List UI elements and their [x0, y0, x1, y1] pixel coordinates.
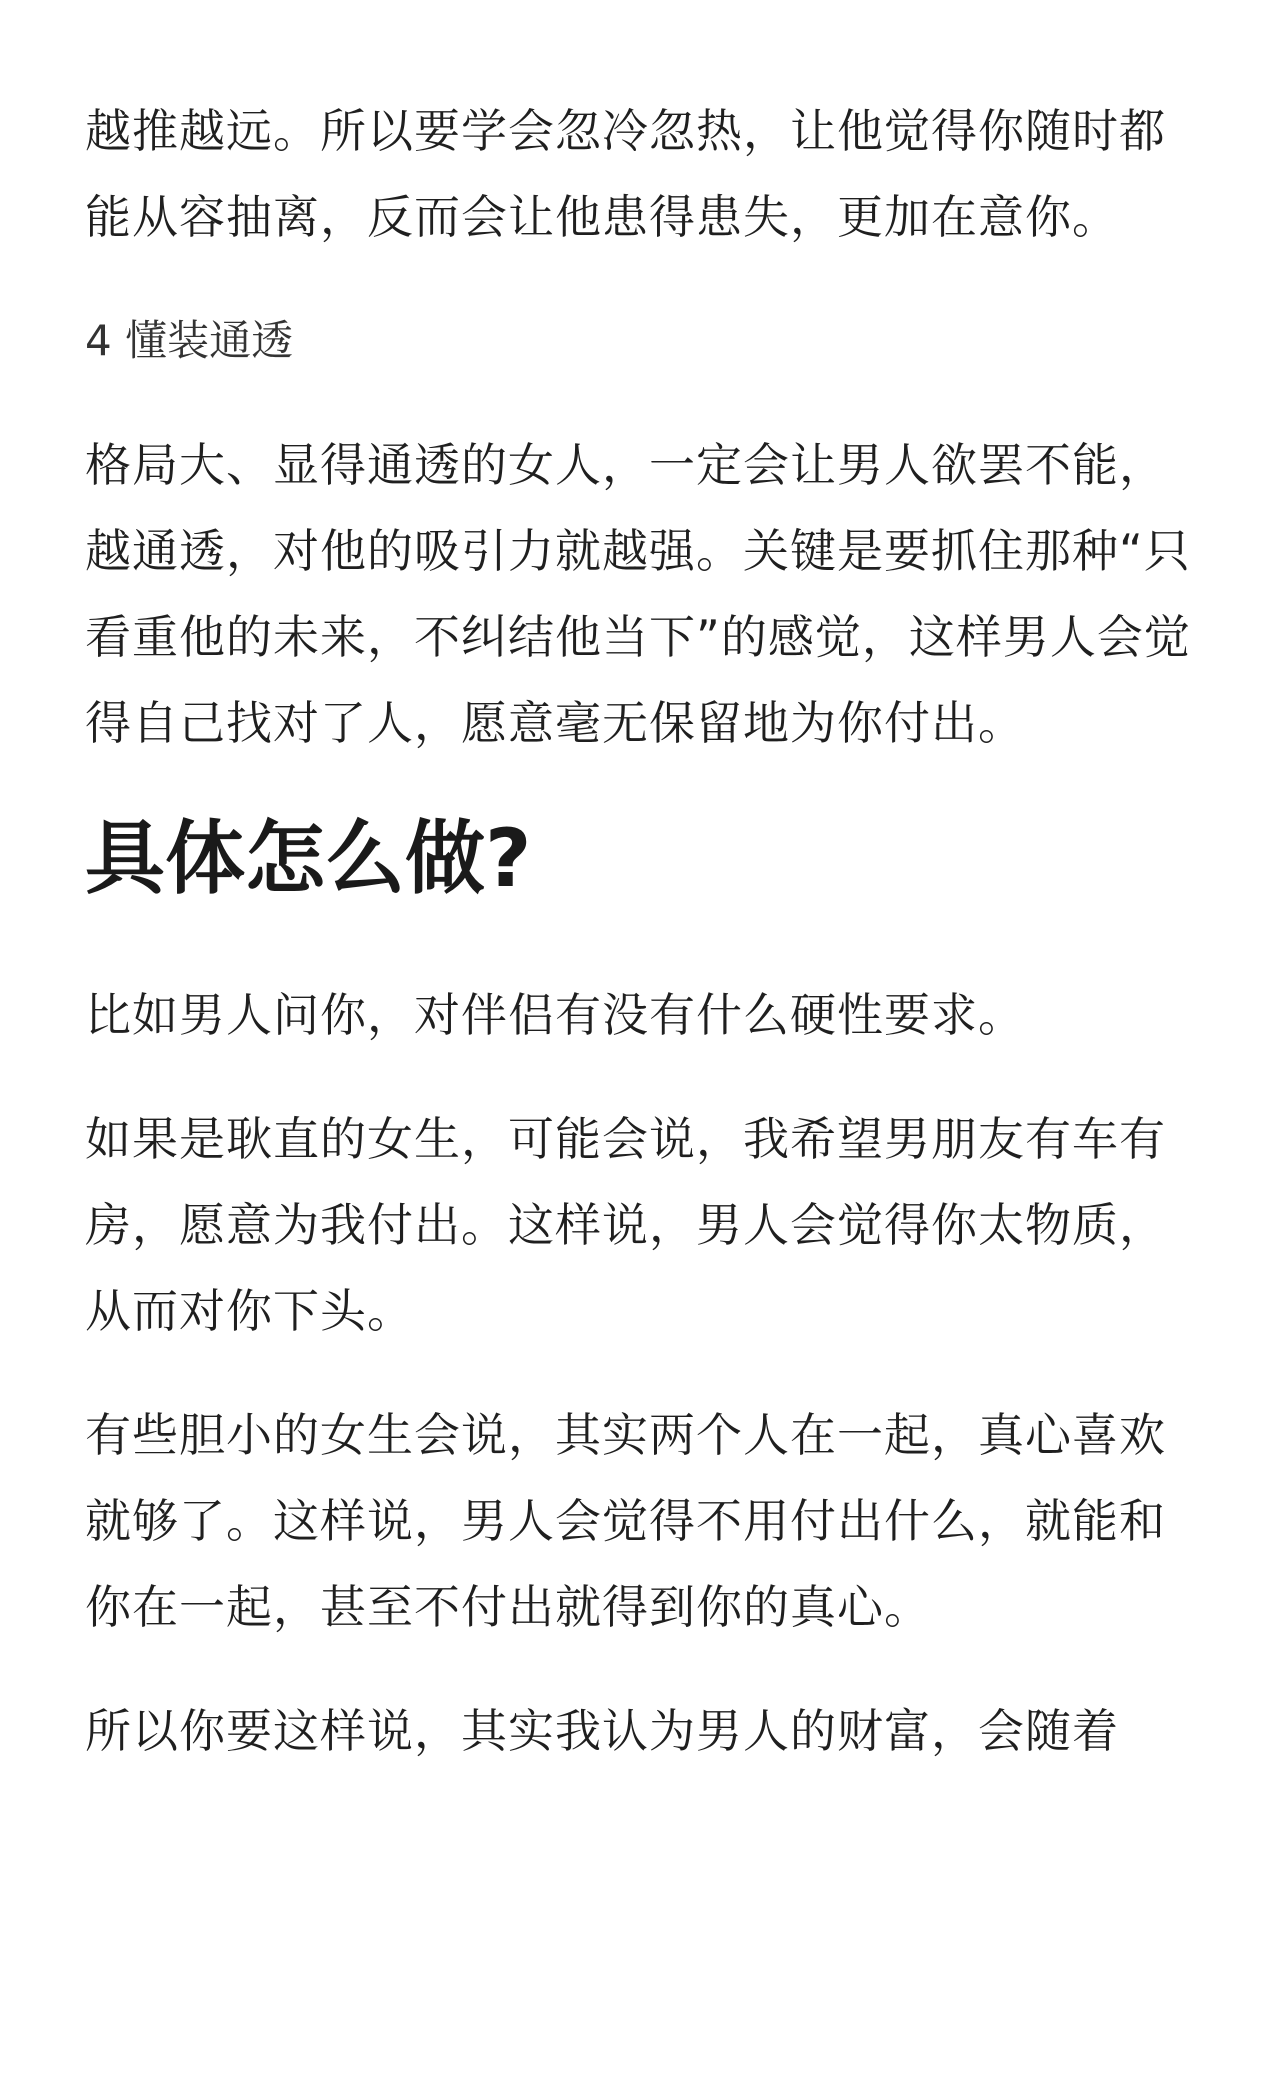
paragraph-2: 格局大、显得通透的女人，一定会让男人欲罢不能，越通透，对他的吸引力就越强。关键是要抓住那种“只看重他的未来，不纠结他当下”的感觉，这样男人会觉得自己找对了人，愿意毫无保留地为你付出。 [85, 438, 1191, 750]
paragraph-5: 有些胆小的女生会说，其实两个人在一起，真心喜欢就够了。这样说，男人会觉得不用付出什么，就能和你在一起，甚至不付出就得到你的真心。 [85, 1408, 1166, 1634]
section-subheading: 4 懂装通透 [85, 316, 294, 365]
paragraph-4: 如果是耿直的女生，可能会说，我希望男朋友有车有房，愿意为我付出。这样说，男人会觉得你太物质，从而对你下头。 [85, 1112, 1166, 1338]
paragraph-3: 比如男人问你，对伴侣有没有什么硬性要求。 [85, 988, 1025, 1042]
paragraph-6: 所以你要这样说，其实我认为男人的财富，会随着 [85, 1704, 1119, 1758]
paragraph-1: 越推越远。所以要学会忽冷忽热，让他觉得你随时都能从容抽离，反而会让他患得患失，更加在意你。 [85, 104, 1166, 244]
section-heading: 具体怎么做? [85, 812, 532, 905]
article-body [85, 88, 1195, 1812]
